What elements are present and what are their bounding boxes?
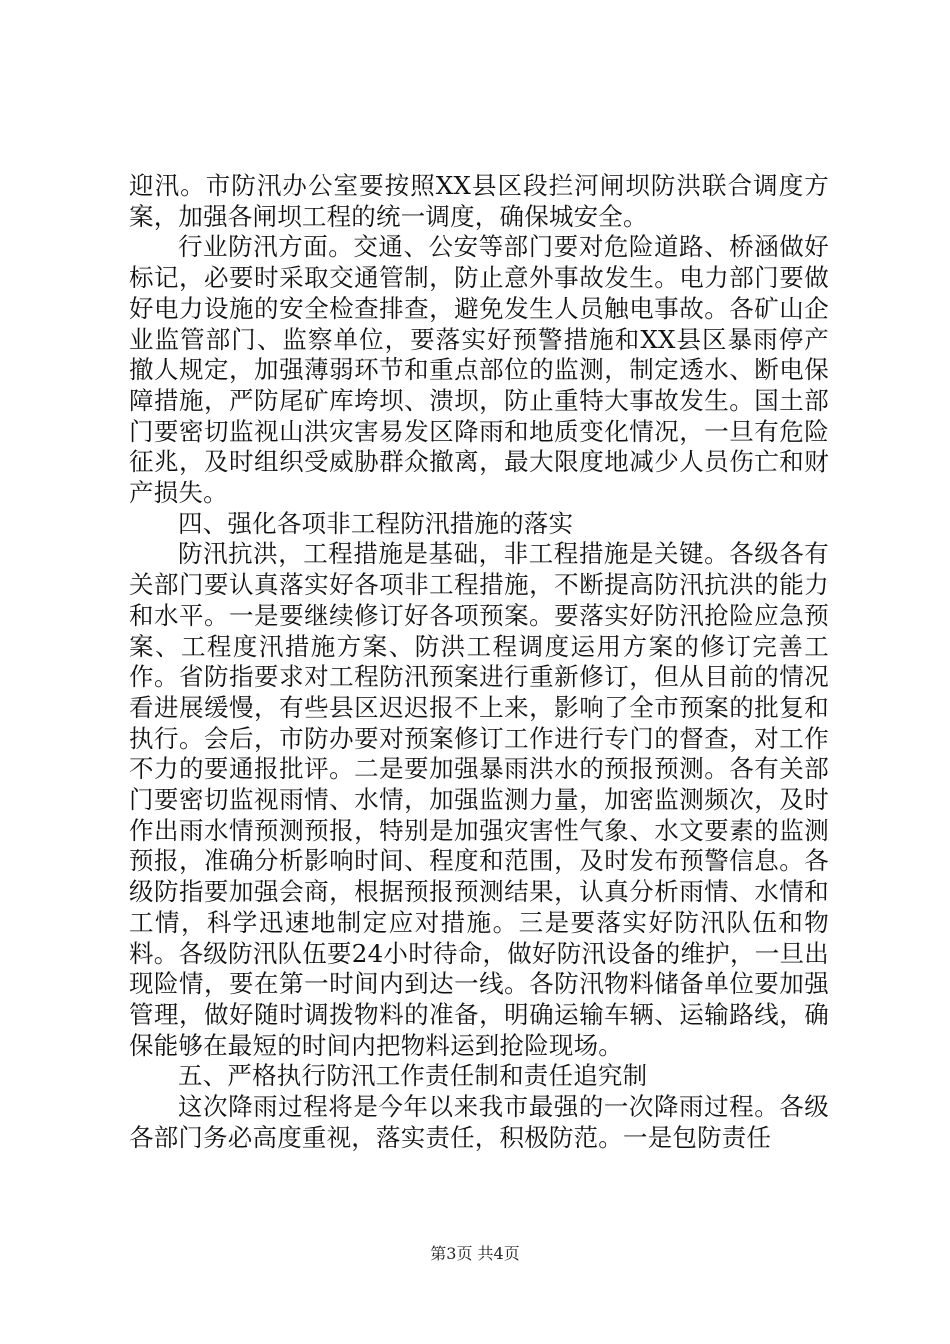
paragraph-1: 迎汛。市防汛办公室要按照XX县区段拦河闸坝防洪联合调度方案，加强各闸坝工程的统一调度，确保城安全。: [129, 171, 829, 231]
paragraph-4: 这次降雨过程将是今年以来我市最强的一次降雨过程。各级各部门务必高度重视，落实责任，积极防范。一是包防责任: [129, 1092, 829, 1152]
section-heading-5: 五、严格执行防汛工作责任制和责任追究制: [178, 1061, 648, 1091]
paragraph-2: 行业防汛方面。交通、公安等部门要对危险道路、桥涵做好标记，必要时采取交通管制，防止意外事故发生。电力部门要做好电力设施的安全检查排查，避免发生人员触电事故。各矿山企业监管部门、监察单位，要落实好预警措施和XX县区暴雨停产撤人规定，加强薄弱环节和重点部位的监测，制定透水、断电保障措施，严防尾矿库垮坝、溃坝，防止重特大事故发生。国土部门要密切监视山洪灾害易发区降雨和地质变化情况，一旦有危险征兆，及时组织受威胁群众撤离，最大限度地减少人员伤亡和财产损失。: [129, 232, 829, 508]
paragraph-3: 防汛抗洪，工程措施是基础，非工程措施是关键。各级各有关部门要认真落实好各项非工程措施，不断提高防汛抗洪的能力和水平。一是要继续修订好各项预案。要落实好防汛抢险应急预案、工程度汛措施方案、防洪工程调度运用方案的修订完善工作。省防指要求对工程防汛预案进行重新修订，但从目前的情况看进展缓慢，有些县区迟迟报不上来，影响了全市预案的批复和执行。会后，市防办要对预案修订工作进行专门的督查，对工作不力的要通报批评。二是要加强暴雨洪水的预报预测。各有关部门要密切监视雨情、水情，加强监测力量，加密监测频次，及时作出雨水情预测预报，特别是加强灾害性气象、水文要素的监测预报，准确分析影响时间、程度和范围，及时发布预警信息。各级防指要加强会商，根据预报预测结果，认真分析雨情、水情和工情，科学迅速地制定应对措施。三是要落实好防汛队伍和物料。各级防汛队伍要24小时待命，做好防汛设备的维护，一旦出现险情，要在第一时间内到达一线。各防汛物料储备单位要加强管理，做好随时调拨物料的准备，明确运输车辆、运输路线，确保能够在最短的时间内把物料运到抢险现场。: [129, 539, 829, 1060]
page-number-footer: 第3页 共4页: [430, 1244, 520, 1263]
section-heading-4: 四、强化各项非工程防汛措施的落实: [178, 508, 574, 538]
document-body: [129, 171, 829, 1154]
